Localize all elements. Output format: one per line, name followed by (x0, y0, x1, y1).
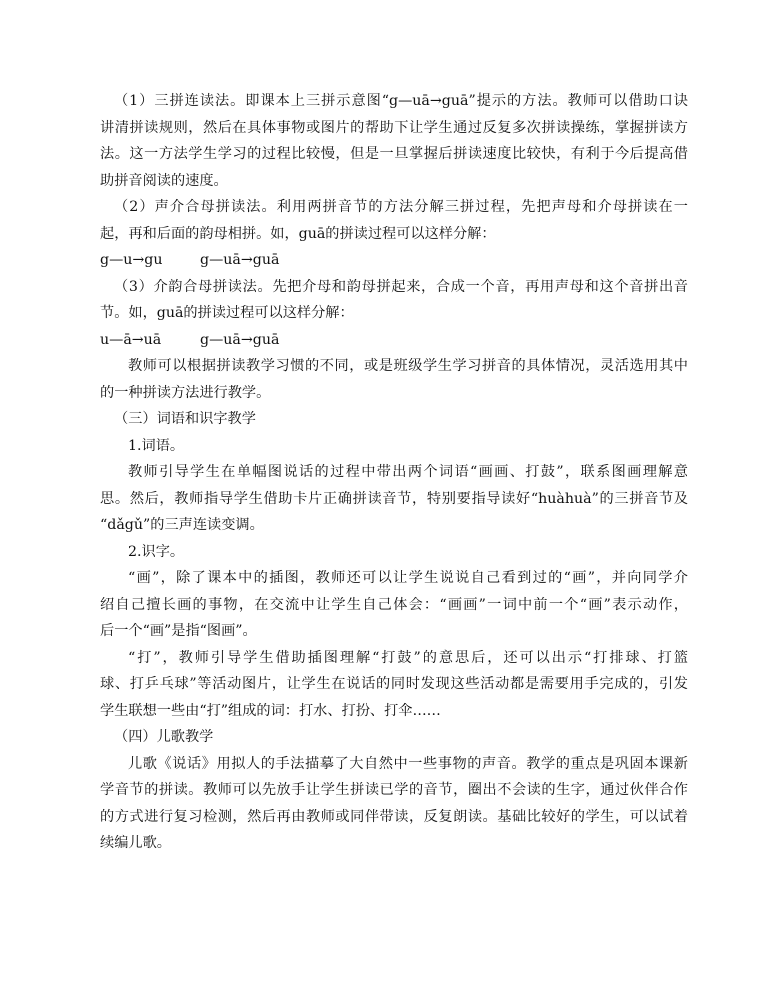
text-line: （三）词语和识字教学 (114, 411, 256, 427)
text-line: “dǎgǔ”的三声连读变调。 (100, 517, 264, 533)
document-body (100, 88, 688, 857)
pinyin-step: g—uā→guā (200, 331, 280, 348)
text-line: 后一个“画”是指“图画”。 (100, 623, 257, 639)
text-line: 绍自己擅长画的事物，在交流中让学生自己体会：“画画”一词中前一个“画”表示动作， (100, 596, 688, 613)
pinyin-decomposition-row (100, 327, 688, 354)
text-line: 思。然后，教师指导学生借助卡片正确拼读音节，特别要指导读好“huàhuà”的三拼音节及 (100, 490, 688, 507)
text-line: 的一种拼读方法进行教学。 (100, 384, 271, 401)
pinyin-decomposition-row (100, 247, 688, 274)
text-line: 讲清拼读规则，然后在具体事物或图片的帮助下让学生通过反复多次拼读操练，掌握拼读方 (100, 119, 688, 136)
text-line: 学生联想一些由“打”组成的词：打水、打扮、打伞…… (100, 702, 441, 719)
text-line: （3）介韵合母拼读法。先把介母和韵母拼起来，合成一个音，再用声母和这个音拼出音 (114, 278, 688, 295)
text-line: 教师可以根据拼读教学习惯的不同，或是班级学生学习拼音的具体情况，灵活选用其中 (128, 358, 688, 374)
text-line: “画”，除了课本中的插图，教师还可以让学生说说自己看到过的“画”，并向同学介 (128, 570, 688, 586)
document-page (100, 88, 688, 857)
text-line: 助拼音阅读的速度。 (100, 172, 228, 189)
text-line: 起，再和后面的韵母相拼。如，guā的拼读过程可以这样分解： (100, 225, 496, 242)
text-line: 续编儿歌。 (100, 835, 171, 851)
text-line: 节。如，guā的拼读过程可以这样分解： (100, 305, 354, 321)
text-line: 法。这一方法学生学习的过程比较慢，但是一旦掌握后拼读速度比较快，有利于今后提高借 (100, 146, 688, 162)
pinyin-step: u—ā→uā (100, 331, 162, 348)
pinyin-step: g—u→gu (100, 252, 163, 268)
text-line: （1）三拼连读法。即课本上三拼示意图“g—uā→guā”提示的方法。教师可以借助口诀 (114, 93, 688, 109)
text-line: “打”，教师引导学生借助插图理解“打鼓”的意思后，还可以出示“打排球、打篮 (128, 649, 688, 666)
text-line: 球、打乒乓球”等活动图片，让学生在说话的同时发现这些活动都是需要用手完成的，引发 (100, 676, 688, 692)
text-line: 的方式进行复习检测，然后再由教师或同伴带读，反复朗读。基础比较好的学生，可以试着 (100, 808, 688, 825)
text-line: 2.识字。 (128, 543, 185, 560)
text-line: 学音节的拼读。教师可以先放手让学生拼读已学的音节，圈出不会读的生字，通过伙伴合作 (100, 782, 688, 798)
text-line: 教师引导学生在单幅图说话的过程中带出两个词语“画画、打鼓”，联系图画理解意 (128, 464, 688, 480)
text-line: （四）儿歌教学 (114, 729, 214, 745)
text-line: （2）声介合母拼读法。利用两拼音节的方法分解三拼过程，先把声母和介母拼读在一 (114, 199, 688, 215)
text-line: 1.词语。 (128, 437, 185, 454)
text-line: 儿歌《说话》用拟人的手法描摹了大自然中一些事物的声音。教学的重点是巩固本课新 (128, 755, 688, 772)
pinyin-step: g—uā→guā (200, 252, 280, 268)
